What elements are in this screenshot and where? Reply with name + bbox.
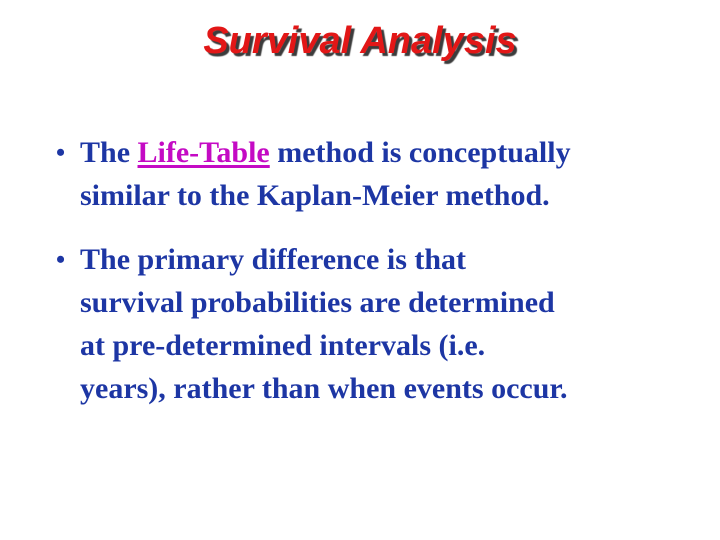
bullet-item-life-table <box>56 131 690 217</box>
bullet-dot-icon: • <box>56 245 66 274</box>
slide-title: Survival Analysis <box>203 20 517 62</box>
bullet-text-segment: The <box>80 136 138 169</box>
bullet-dot-icon: • <box>56 138 66 167</box>
bullet-text-block <box>80 238 690 410</box>
bullet-text-segment: years), rather than when events occur. <box>80 372 568 405</box>
bullet-list <box>56 131 690 431</box>
life-table-link[interactable]: Life-Table <box>137 136 270 169</box>
bullet-item-primary-difference <box>56 238 690 410</box>
bullet-line <box>80 329 485 362</box>
bullet-line <box>80 179 550 212</box>
bullet-text-segment: similar to the Kaplan-Meier method. <box>80 179 550 212</box>
bullet-line <box>80 372 567 405</box>
bullet-line <box>80 136 571 169</box>
bullet-text-segment: method is conceptually <box>269 136 571 169</box>
bullet-text-segment: The primary difference is that <box>80 243 467 276</box>
bullet-text-segment: at pre-determined intervals (i.e. <box>80 329 486 362</box>
bullet-line <box>80 243 466 276</box>
bullet-text-block <box>80 131 690 217</box>
bullet-text-segment: survival probabilities are determined <box>80 286 555 319</box>
bullet-line <box>80 286 555 319</box>
